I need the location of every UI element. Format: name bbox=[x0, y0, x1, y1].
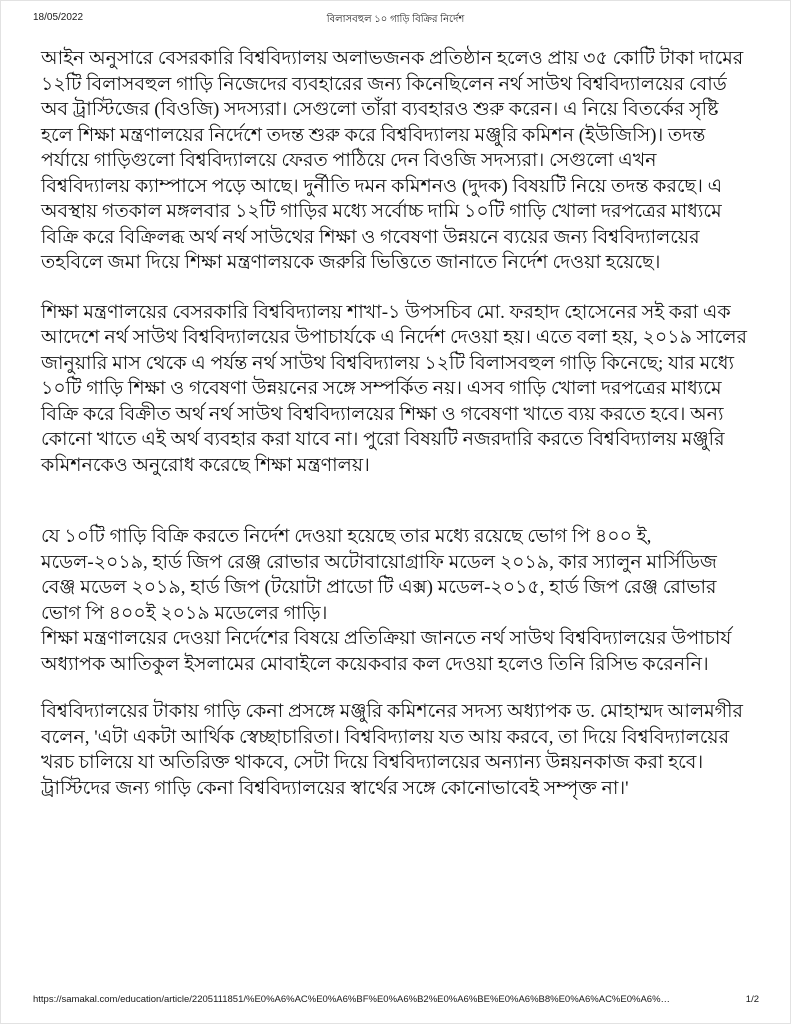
page-number: 1/2 bbox=[745, 994, 759, 1005]
source-url: https://samakal.com/education/article/2205111851/%E0%A6%AC%E0%A6%BF%E0%A6%B2%E0%A6%BE%E0%A6%B8%E0%A6%AC%E0%A6%… bbox=[33, 994, 671, 1005]
article-paragraph: বিশ্ববিদ্যালয়ের টাকায় গাড়ি কেনা প্রসঙ্গে মঞ্জুরি কমিশনের সদস্য অধ্যাপক ড. মোহাম্মদ আলমগীর বলেন, 'এটা একটা আর্থিক স্বেচ্ছাচারিতা। বিশ্ববিদ্যালয় যত আয় করবে, তা দিয়ে বিশ্ববিদ্যালয়ের খরচ চালিয়ে যা অতিরিক্ত থাকবে, সেটা দিয়ে বিশ্ববিদ্যালয়ের অন্যান্য উন্নয়নকাজ করা হবে। ট্রাস্টিদের জন্য গাড়ি কেনা বিশ্ববিদ্যালয়ের স্বার্থের সঙ্গে কোনোভাবেই সম্পৃক্ত না।' bbox=[41, 701, 744, 799]
article-paragraph: আইন অনুসারে বেসরকারি বিশ্ববিদ্যালয় অলাভজনক প্রতিষ্ঠান হলেও প্রায় ৩৫ কোটি টাকা দামের ১২টি বিলাসবহুল গাড়ি নিজেদের ব্যবহারের জন্য কিনেছিলেন নর্থ সাউথ বিশ্ববিদ্যালয়ের বোর্ড অব ট্রাস্টিজের (বিওজি) সদস্যরা। সেগুলো তাঁরা ব্যবহারও শুরু করেন। এ নিয়ে বিতর্কের সৃষ্টি হলে শিক্ষা মন্ত্রণালয়ের নির্দেশে তদন্ত শুরু করে বিশ্ববিদ্যালয় মঞ্জুরি কমিশন (ইউজিসি)। তদন্ত পর্যায়ে গাড়িগুলো বিশ্ববিদ্যালয়ে ফেরত পাঠিয়ে দেন বিওজি সদস্যরা। সেগুলো এখন বিশ্ববিদ্যালয় ক্যাম্পাসে পড়ে আছে। দুর্নীতি দমন কমিশনও (দুদক) বিষয়টি নিয়ে তদন্ত করছে। এ অবস্থায় গতকাল মঙ্গলবার ১২টি গাড়ির মধ্যে সর্বোচ্চ দামি ১০টি গাড়ি খোলা দরপত্রের মাধ্যমে বিক্রি করে বিক্রিলব্ধ অর্থ নর্থ সাউথের শিক্ষা ও গবেষণা উন্নয়নে ব্যয়ের জন্য বিশ্ববিদ্যালয়ের তহবিলে জমা দিয়ে শিক্ষা মন্ত্রণালয়কে জরুরি ভিত্তিতে জানাতে নির্দেশ দেওয়া হয়েছে। bbox=[41, 48, 744, 273]
article-paragraph: শিক্ষা মন্ত্রণালয়ের বেসরকারি বিশ্ববিদ্যালয় শাখা-১ উপসচিব মো. ফরহাদ হোসেনের সই করা এক আদেশে নর্থ সাউথ বিশ্ববিদ্যালয়ের উপাচার্যকে এ নির্দেশ দেওয়া হয়। এতে বলা হয়, ২০১৯ সালের জানুয়ারি মাস থেকে এ পর্যন্ত নর্থ সাউথ বিশ্ববিদ্যালয় ১২টি বিলাসবহুল গাড়ি কিনেছে; যার মধ্যে ১০টি গাড়ি শিক্ষা ও গবেষণা উন্নয়নের সঙ্গে সম্পর্কিত নয়। এসব গাড়ি খোলা দরপত্রের মাধ্যমে বিক্রি করে বিক্রীত অর্থ নর্থ সাউথ বিশ্ববিদ্যালয়ের শিক্ষা ও গবেষণা খাতে ব্যয় করতে হবে। অন্য কোনো খাতে এই অর্থ ব্যবহার করা যাবে না। পুরো বিষয়টি নজরদারি করতে বিশ্ববিদ্যালয় মঞ্জুরি কমিশনকেও অনুরোধ করেছে শিক্ষা মন্ত্রণালয়। bbox=[41, 301, 747, 476]
print-footer bbox=[0, 994, 791, 1008]
document-title: বিলাসবহুল ১০ গাড়ি বিক্রির নির্দেশ bbox=[326, 14, 465, 25]
print-date: 18/05/2022 bbox=[33, 12, 84, 23]
article-paragraph: শিক্ষা মন্ত্রণালয়ের দেওয়া নির্দেশের বিষয়ে প্রতিক্রিয়া জানতে নর্থ সাউথ বিশ্ববিদ্যালয়ের উপাচার্য অধ্যাপক আতিকুল ইসলামের মোবাইলে কয়েকবার কল দেওয়া হলেও তিনি রিসিভ করেননি। bbox=[41, 628, 732, 675]
print-header bbox=[0, 12, 791, 28]
article-paragraph: যে ১০টি গাড়ি বিক্রি করতে নির্দেশ দেওয়া হয়েছে তার মধ্যে রয়েছে ভোগ পি ৪০০ ই, মডেল-২০১৯, হার্ড জিপ রেঞ্জ রোভার অটোবায়োগ্রাফি মডেল ২০১৯, কার স্যালুন মার্সিডিজ বেঞ্জ মডেল ২০১৯, হার্ড জিপ (টয়োটা প্রাডো টি এক্স) মডেল-২০১৫, হার্ড জিপ রেঞ্জ রোভার ভোগ পি ৪০০ই ২০১৯ মডেলের গাড়ি। bbox=[41, 526, 717, 624]
article-body bbox=[41, 46, 747, 801]
